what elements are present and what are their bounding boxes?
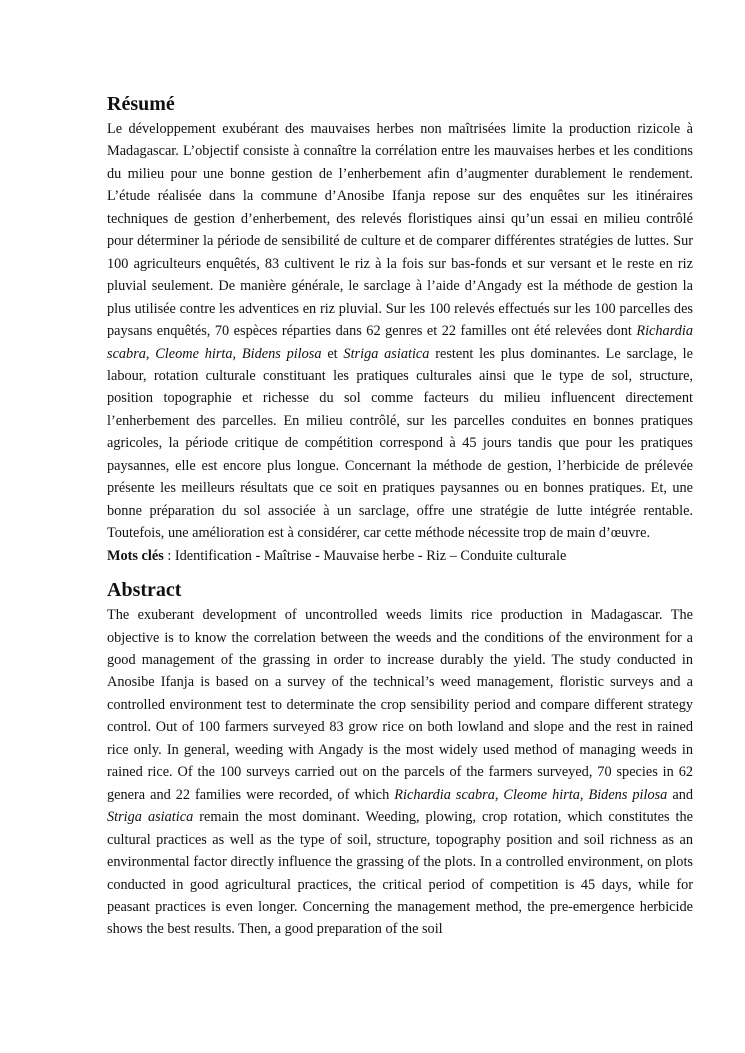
- resume-text-part1: Le développement exubérant des mauvaises herbes non maîtrisées limite la production rizicole à Madagascar. L’objectif consiste à connaître la corrélation entre les mauvaises herbes et les conditions du milieu pour une bonne gestion de l’enherbement afin d’augmenter durablement le rendement. L’étude réalisée dans la commune d’Anosibe Ifanja repose sur des enquêtes sur les itinéraires techniques de gestion d’enherbement, des relevés floristiques ainsi qu’un essai en milieu contrôlé pour déterminer la période de sensibilité de culture et de comparer différentes stratégies de luttes. Sur 100 agriculteurs enquêtés, 83 cultivent le riz à la fois sur bas-fonds et sur versant et le reste en riz pluvial seulement. De manière générale, le sarclage à l’aide d’Angady est la méthode de gestion la plus utilisée contre les adventices en riz pluvial. Sur les 100 relevés effectués sur les 100 parcelles des paysans enquêtés, 70 espèces réparties dans 62 genres et 22 familles ont été relevées dont: [107, 121, 693, 340]
- abstract-conjunction: and: [672, 786, 693, 803]
- resume-species-striga: Striga asiatica: [343, 345, 430, 362]
- document-page: [107, 92, 693, 941]
- abstract-text-part2: remain the most dominant. Weeding, plowing, crop rotation, which constitutes the cultural practices as well as the type of soil, structure, topography position and soil richness as an environmental factor directly influence the grassing of the plots. In a controlled environment, on plots conducted in good agricultural practices, the critical period of competition is 45 days, while for peasant practices is even longer. Concerning the management method, the pre-emergence herbicide shows the best results. Then, a good preparation of the soil: [107, 809, 693, 938]
- keywords-label: Mots clés: [107, 547, 164, 564]
- resume-heading: Résumé: [107, 93, 175, 115]
- abstract-heading: Abstract: [107, 579, 182, 602]
- resume-species-list: Richardia scabra, Cleome hirta, Bidens pilosa: [107, 323, 693, 362]
- abstract-species-list: Richardia scabra, Cleome hirta, Bidens pilosa: [394, 786, 668, 803]
- abstract-text-part1: The exuberant development of uncontrolled weeds limits rice production in Madagascar. The objective is to know the correlation between the weeds and the conditions of the environment for a good management of the grassing in order to increase durably the yield. The study conducted in Anosibe Ifanja is based on a survey of the technical’s weed management, floristic surveys and a controlled environment test to determinate the crop sensibility period and compare different strategy control. Out of 100 farmers surveyed 83 grow rice on both lowland and slope and the rest in rained rice only. In general, weeding with Angady is the most widely used method of managing weeds in rained rice. Of the 100 surveys carried out on the parcels of the farmers surveyed, 70 species in 62 genera and 22 families were recorded, of which: [107, 607, 693, 803]
- resume-text-part2: restent les plus dominantes. Le sarclage, le labour, rotation culturale constituant les pratiques culturales ainsi que le type de sol, structure, position topographie et richesse du sol comme facteurs du milieu influencent directement l’enherbement des parcelles. En milieu contrôlé, sur les parcelles conduites en bonnes pratiques agricoles, la période critique de compétition correspond à 45 jours tandis que pour les pratiques paysannes, elle est encore plus longue. Concernant la méthode de gestion, l’herbicide de prélevée présente les meilleurs résultats que ce soit en pratiques paysannes ou en bonnes pratiques. Et, une bonne préparation du sol associée à un sarclage, offre une stratégie de lutte intégrée rentable. Toutefois, une amélioration est à considérer, car cette méthode nécessite trop de main d’œuvre.: [107, 345, 693, 542]
- resume-paragraph: [107, 118, 693, 545]
- keywords-text: : Identification - Maîtrise - Mauvaise herbe - Riz – Conduite culturale: [163, 547, 567, 564]
- abstract-species-striga: Striga asiatica: [107, 809, 194, 826]
- resume-conjunction: et: [327, 345, 338, 362]
- resume-section: [107, 92, 693, 567]
- abstract-paragraph: [107, 604, 693, 941]
- keywords-line: [107, 545, 693, 567]
- abstract-section: [107, 578, 693, 941]
